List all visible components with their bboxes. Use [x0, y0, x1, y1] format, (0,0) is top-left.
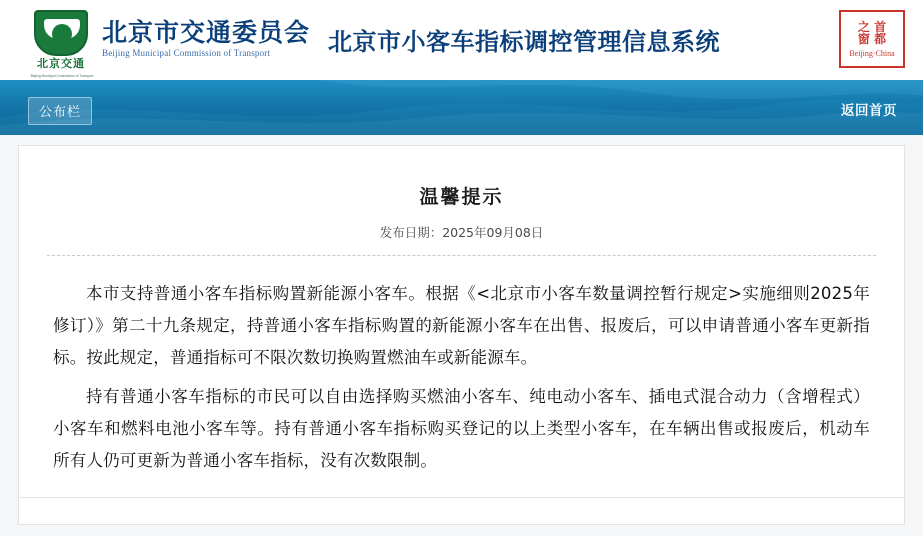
logo-text-cn: 北京交通 [37, 58, 85, 70]
page-title: 温馨提示 [419, 186, 504, 208]
footer-divider [19, 497, 904, 498]
seal-line2: 窗 都 [857, 31, 887, 46]
org-name-cn: 北京市交通委员会 [102, 17, 311, 47]
divider [47, 255, 876, 256]
publish-date: 发布日期：2025年09月08日 [379, 225, 544, 240]
banner-wave-decoration [0, 80, 923, 135]
site-header [0, 0, 923, 80]
nav-banner [0, 80, 923, 135]
organization-logo[interactable] [30, 8, 311, 78]
seal-line1: 之 首 [857, 19, 887, 34]
content-area [0, 135, 923, 525]
notice-body [53, 278, 870, 477]
notice-paragraph: 持有普通小客车指标的市民可以自由选择购买燃油小客车、纯电动小客车、插电式混合动力（含增程式）小客车和燃料电池小客车等。持有普通小客车指标购买登记的以上类型小客车，在车辆出售或报废后，机动车所有人仍可更新为普通小客车指标，没有次数限制。 [53, 386, 870, 470]
organization-names [102, 17, 311, 59]
notice-card [18, 145, 905, 525]
logo-text-en: Beijing Municipal Commission of Transport [30, 74, 94, 78]
back-to-home-link[interactable]: 返回首页 [841, 103, 897, 119]
beijing-china-seal-icon [839, 10, 905, 68]
seal-en-text: Beijing·China [849, 48, 895, 58]
tab-bulletin-board[interactable]: 公布栏 [28, 97, 92, 125]
notice-paragraph: 本市支持普通小客车指标购置新能源小客车。根据《<北京市小客车数量调控暂行规定>实施细则2025年修订）》第二十九条规定，持普通小客车指标购置的新能源小客车在出售、报废后，可以申请普通小客车更新指标。按此规定，普通指标可不限次数切换购置燃油车或新能源车。 [53, 284, 870, 368]
org-name-en: Beijing Municipal Commission of Transport [102, 47, 271, 58]
transport-emblem-icon [30, 8, 94, 78]
system-title: 北京市小客车指标调控管理信息系统 [328, 27, 721, 56]
